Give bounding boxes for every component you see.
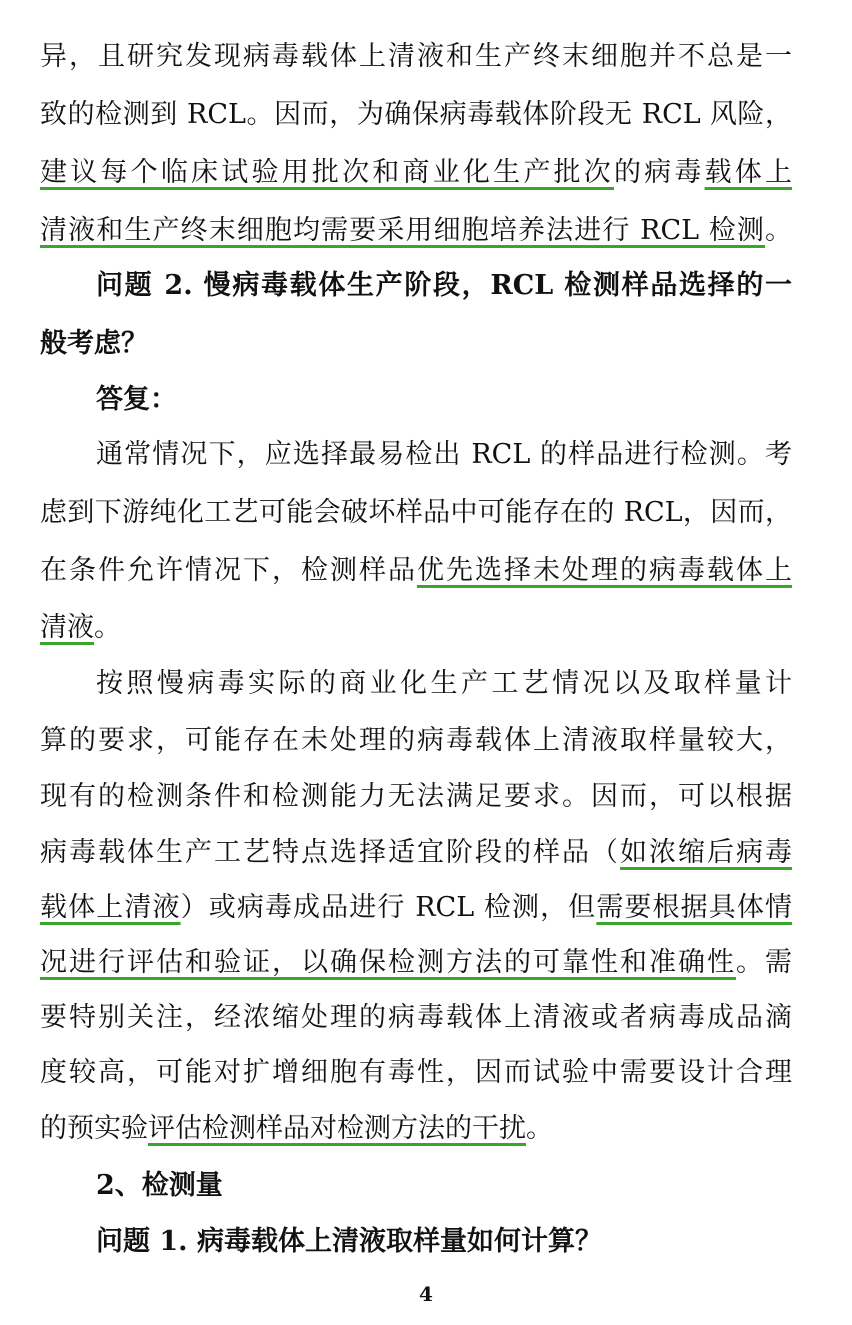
- text-line: [40, 153, 792, 193]
- text-line: [40, 943, 792, 983]
- text-line: 通常情况下，应选择最易检出 RCL 的样品进行检测。考: [96, 439, 792, 470]
- text-line: 现有的检测条件和检测能力无法满足要求。因而，可以根据: [40, 781, 792, 812]
- question-heading-cont: 般考虑？: [40, 328, 148, 359]
- text-line: [40, 211, 792, 251]
- text-line: 要特别关注，经浓缩处理的病毒载体上清液或者病毒成品滴: [40, 1002, 792, 1033]
- text-span: ）或病毒成品进行 RCL 检测，但: [180, 892, 597, 923]
- text-span: 在条件允许情况下，检测样品: [40, 555, 417, 586]
- text-line: 按照慢病毒实际的商业化生产工艺情况以及取样量计: [96, 668, 792, 699]
- text-span: 的病毒: [613, 157, 705, 188]
- highlighted-text: 清液和生产终末细胞: [40, 215, 294, 246]
- question-heading: 问题 1. 病毒载体上清液取样量如何计算？: [96, 1226, 602, 1257]
- text-span: 病毒载体生产工艺特点选择适宜阶段的样品（: [40, 837, 620, 868]
- text-line: [40, 1109, 792, 1149]
- highlighted-text: 优先选择未处理的病毒载体上: [417, 555, 792, 586]
- text-line: 虑到下游纯化工艺可能会破坏样品中可能存在的 RCL，因而，: [40, 497, 792, 528]
- highlighted-text: 需要根据具体情: [596, 892, 793, 923]
- highlighted-text: 均需要采用细胞培养法进行 RCL 检测: [293, 215, 765, 246]
- section-heading: 2、检测量: [96, 1170, 223, 1201]
- highlighted-text: 清液: [40, 612, 94, 643]
- answer-label: 答复：: [96, 384, 177, 415]
- text-span: 。: [765, 215, 792, 246]
- text-span: 。: [526, 1113, 553, 1144]
- highlighted-text: 载体上清液: [40, 892, 181, 923]
- text-line: 算的要求，可能存在未处理的病毒载体上清液取样量较大，: [40, 725, 792, 756]
- text-line: [40, 888, 792, 928]
- question-heading: 问题 2. 慢病毒载体生产阶段，RCL 检测样品选择的一: [96, 270, 792, 301]
- highlighted-text: 如浓缩后病毒: [620, 837, 792, 868]
- highlighted-text: 建议每个临床试验用批次和商业化生产批次: [40, 157, 614, 188]
- text-line: [40, 551, 792, 591]
- highlighted-text: 载体上: [704, 157, 793, 188]
- text-line: [40, 608, 792, 648]
- text-line: 致的检测到 RCL。因而，为确保病毒载体阶段无 RCL 风险，: [40, 99, 792, 130]
- text-line: [40, 833, 792, 873]
- highlighted-text: 况进行评估和验证，以确保检测方法的可靠性和准确性: [40, 947, 736, 978]
- text-line: 异，且研究发现病毒载体上清液和生产终末细胞并不总是一: [40, 41, 792, 72]
- text-span: 的预实验: [40, 1113, 148, 1144]
- text-line: 度较高，可能对扩增细胞有毒性，因而试验中需要设计合理: [40, 1057, 792, 1088]
- text-span: 。: [94, 612, 121, 643]
- text-span: 。需: [736, 947, 792, 978]
- highlighted-text: 评估检测样品对检测方法的干扰: [148, 1113, 526, 1144]
- page-number: 4: [419, 1282, 433, 1306]
